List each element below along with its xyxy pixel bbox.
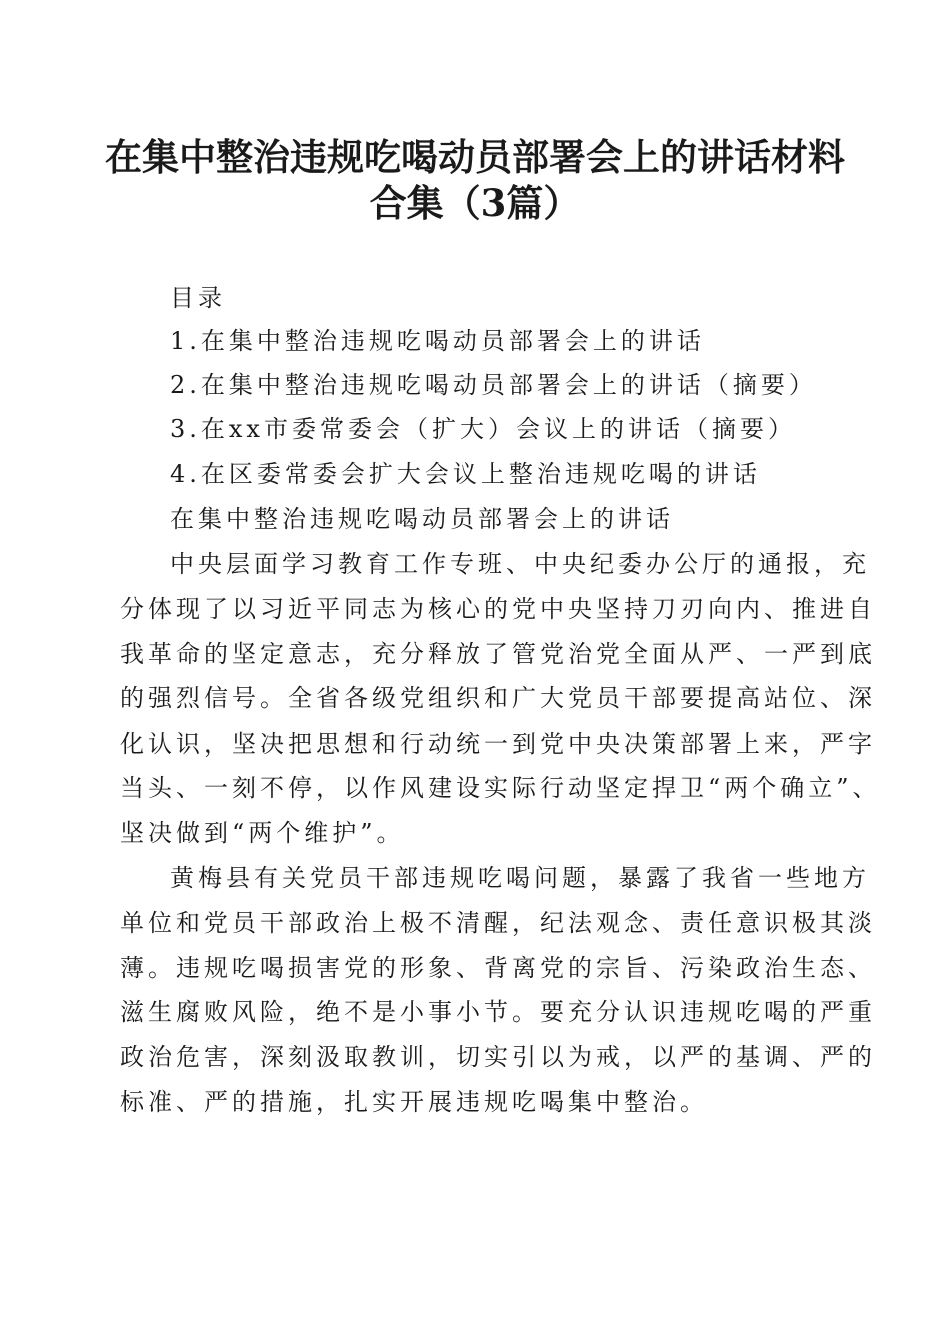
paragraph-2-line: 单位和党员干部政治上极不清醒，纪法观念、责任意识极其淡	[120, 909, 876, 937]
paragraph-1-line: 中央层面学习教育工作专班、中央纪委办公厅的通报，充	[170, 550, 870, 578]
paragraph-1-line: 当头、一刻不停，以作风建设实际行动坚定捍卫“两个确立”、	[120, 774, 881, 802]
document-title-line-1: 在集中整治违规吃喝动员部署会上的讲话材料	[105, 135, 845, 179]
paragraph-2-line: 滋生腐败风险，绝不是小事小节。要充分认识违规吃喝的严重	[120, 998, 876, 1026]
document-title-line-2: 合集（3篇）	[369, 181, 581, 225]
paragraph-1-line: 坚决做到“两个维护”。	[120, 819, 405, 847]
paragraph-1-line: 的强烈信号。全省各级党组织和广大党员干部要提高站位、深	[120, 684, 876, 712]
paragraph-2-line: 标准、严的措施，扎实开展违规吃喝集中整治。	[120, 1088, 708, 1116]
paragraph-1-line: 分体现了以习近平同志为核心的党中央坚持刀刃向内、推进自	[120, 595, 876, 623]
section-title: 在集中整治违规吃喝动员部署会上的讲话	[170, 505, 674, 533]
paragraph-1-line: 化认识，坚决把思想和行动统一到党中央决策部署上来，严字	[120, 730, 876, 758]
toc-item: 1.在集中整治违规吃喝动员部署会上的讲话	[170, 327, 705, 355]
toc-item: 3.在xx市委常委会（扩大）会议上的讲话（摘要）	[170, 415, 796, 443]
paragraph-2-line: 薄。违规吃喝损害党的形象、背离党的宗旨、污染政治生态、	[120, 954, 876, 982]
toc-item: 4.在区委常委会扩大会议上整治违规吃喝的讲话	[170, 460, 761, 488]
toc-heading: 目录	[170, 284, 226, 312]
toc-item: 2.在集中整治违规吃喝动员部署会上的讲话（摘要）	[170, 371, 817, 399]
paragraph-2-line: 政治危害，深刻汲取教训，切实引以为戒，以严的基调、严的	[120, 1043, 876, 1071]
paragraph-2-line: 黄梅县有关党员干部违规吃喝问题，暴露了我省一些地方	[170, 864, 870, 892]
paragraph-1-line: 我革命的坚定意志，充分释放了管党治党全面从严、一严到底	[120, 640, 876, 668]
